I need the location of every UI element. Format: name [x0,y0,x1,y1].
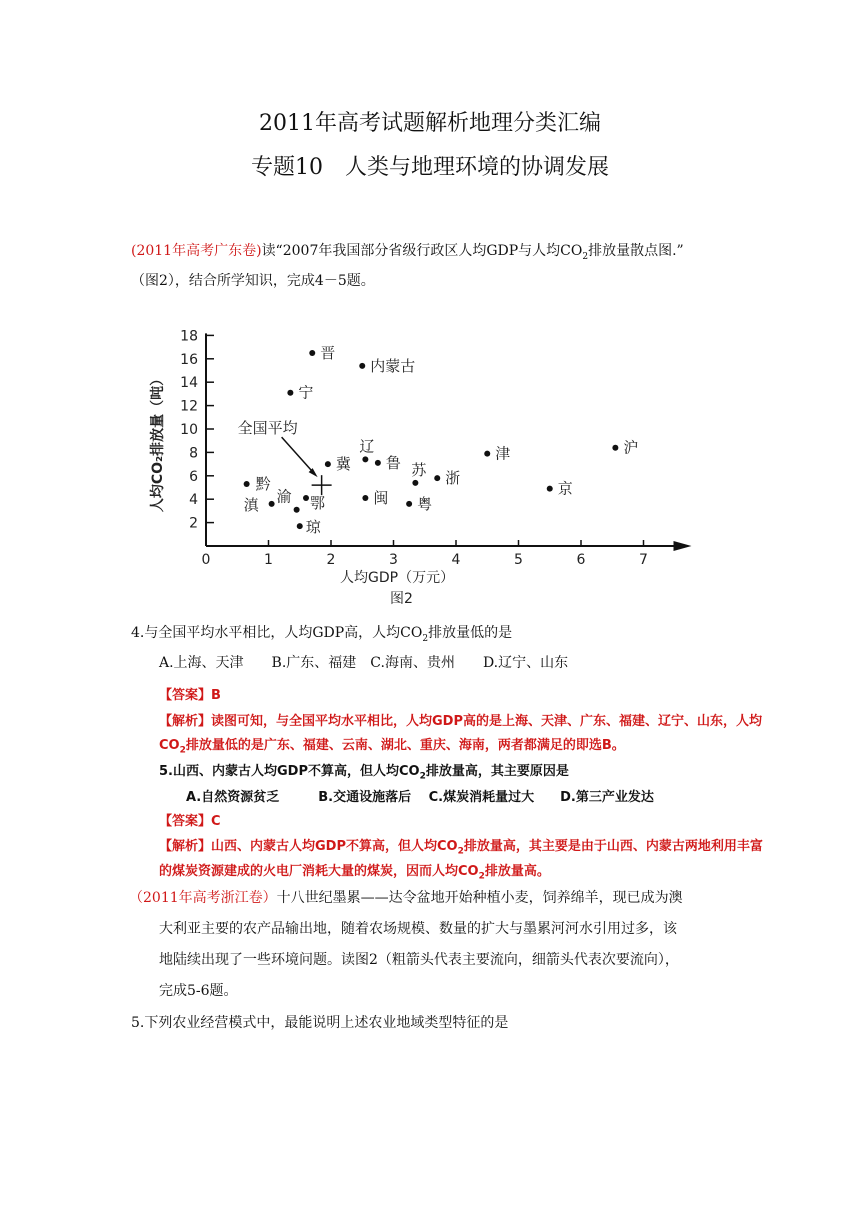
data-point-label: 京 [557,479,573,498]
guangdong-intro-sub: 2 [582,251,589,262]
zhejiang-line3: 地陆续出现了一些环境问题。读图2（粗箭头代表主要流向，细箭头代表次要流向）， [159,952,679,968]
data-point [412,480,418,486]
x-axis-label: 人均GDP（万元） [340,570,455,586]
zhejiang-q5-stem: 5.下列农业经营模式中，最能说明上述农业地域类型特征的是 [131,1015,509,1031]
x-tick-label: 7 [639,552,648,568]
y-tick-label: 18 [180,328,198,345]
q4-stem [131,622,512,644]
q4-answer: 【答案】B [159,688,221,703]
y-tick-label: 8 [189,445,198,462]
q5-analysis-2a: 的煤炭资源建成的火电厂消耗大量的煤炭，因而人均CO [159,864,479,879]
data-point-label: 浙 [445,469,461,488]
data-point [406,501,412,507]
x-tick-label: 3 [389,552,398,568]
q5-analysis-2-sub: 2 [478,871,485,882]
average-label: 全国平均 [237,419,298,438]
q5-analysis-1a: 【解析】山西、内蒙古人均GDP不算高，但人均CO [159,839,458,854]
q5-stem-b: 排放量高，其主要原因是 [425,764,569,779]
guangdong-source: (2011年高考广东卷) [131,243,262,259]
y-tick-label: 10 [180,422,198,438]
q4-stem-sub: 2 [422,633,429,644]
scatter-chart [140,312,700,612]
guangdong-intro-text-b: 排放量散点图.” [588,243,684,259]
y-tick-label: 12 [180,398,198,415]
data-point [325,461,331,467]
data-point [434,475,440,481]
average-arrow-line [282,437,316,475]
data-point [287,390,293,396]
q4-analysis-line1: 【解析】读图可知，与全国平均水平相比，人均GDP高的是上海、天津、广东、福建、辽宁、山东，人均 [159,714,762,729]
zhejiang-line1-text: 十八世纪墨累——达令盆地开始种植小麦，饲养绵羊，现已成为澳 [276,890,683,906]
q5-analysis-1b: 排放量高，其主要是由于山西、内蒙古两地利用丰富 [463,839,763,854]
zhejiang-line4: 完成5-6题。 [159,983,238,999]
y-axis-label: 人均CO₂排放量（吨） [150,371,166,513]
q5-analysis-2b: 排放量高。 [484,864,550,879]
chart-caption: 图2 [390,591,413,607]
x-tick-label: 2 [326,552,336,568]
q5-stem-a: 5.山西、内蒙古人均GDP不算高，但人均CO [159,764,420,779]
q4-stem-a: 4.与全国平均水平相比，人均GDP高，人均CO [131,625,423,641]
q4-options: A.上海、天津 B.广东、福建 C.海南、贵州 D.辽宁、山东 [159,655,569,671]
data-point-label: 鲁 [385,453,401,472]
data-point-label: 渝 [276,487,292,506]
x-tick-label: 6 [576,552,586,568]
data-point [484,451,490,457]
q5-analysis-line1 [159,835,763,857]
y-tick-label: 14 [180,375,198,392]
data-point-label: 苏 [411,460,427,479]
data-point [362,456,368,462]
x-tick-label: 4 [451,552,461,568]
y-tick-label: 2 [189,515,198,532]
q4-analysis-2a: CO [159,738,180,753]
data-point-label: 黔 [255,474,271,493]
data-point [244,481,250,487]
data-point-label: 闽 [373,489,389,508]
zhejiang-line1 [129,887,683,907]
data-point [269,501,275,507]
data-point [303,495,309,501]
guangdong-intro-line2: （图2），结合所学知识，完成4－5题。 [131,273,375,289]
data-point [362,495,368,501]
data-point [375,460,381,466]
q4-analysis-line2 [159,734,625,756]
data-point-label: 冀 [335,455,351,474]
q5-stem-sub: 2 [419,771,426,782]
x-axis-arrow [674,541,692,551]
data-point-label: 辽 [359,437,375,456]
q5-analysis-line2 [159,860,550,882]
data-point-label: 津 [495,444,511,463]
data-point [309,350,315,356]
guangdong-intro [131,240,684,262]
data-point-label: 滇 [243,495,259,514]
national-average-marker [238,419,332,495]
data-point [547,486,553,492]
q4-analysis-2b: 排放量低的是广东、福建、云南、湖北、重庆、海南，两者都满足的即选B。 [185,738,625,753]
data-point-label: 粤 [417,494,433,513]
data-point [297,523,303,529]
data-point [359,363,365,369]
q4-analysis-sub: 2 [179,745,186,756]
data-point-label: 沪 [623,438,639,457]
q5-answer: 【答案】C [159,814,221,829]
data-point [612,445,618,451]
x-tick-label: 5 [514,552,523,568]
data-point-label: 宁 [298,383,314,402]
q5-options: A.自然资源贫乏 B.交通设施落后 C.煤炭消耗量过大 D.第三产业发达 [186,790,654,805]
q4-stem-b: 排放量低的是 [428,625,513,641]
document-subtitle: 专题10 人类与地理环境的协调发展 [251,155,609,180]
x-tick-label: 0 [201,552,211,568]
document-title: 2011年高考试题解析地理分类汇编 [259,111,601,136]
guangdong-intro-text-a: 读“2007年我国部分省级行政区人均GDP与人均CO [261,243,583,259]
data-point-label: 晋 [320,343,336,362]
data-point-label: 内蒙古 [370,356,416,375]
zhejiang-source: （2011年高考浙江卷） [129,890,277,906]
data-point-label: 鄂 [310,494,326,513]
zhejiang-line2: 大利亚主要的农产品输出地，随着农场规模、数量的扩大与墨累河河水引用过多，该 [159,921,677,937]
data-point [294,507,300,513]
y-tick-label: 6 [189,468,198,485]
chart-points [244,344,639,536]
q5-analysis-1-sub: 2 [457,846,464,857]
chart-axes [206,333,692,551]
data-point-label: 琼 [305,518,321,537]
y-tick-label: 16 [180,351,198,368]
x-tick-label: 1 [264,552,273,568]
q5-stem [159,760,569,782]
y-tick-label: 4 [189,492,198,509]
